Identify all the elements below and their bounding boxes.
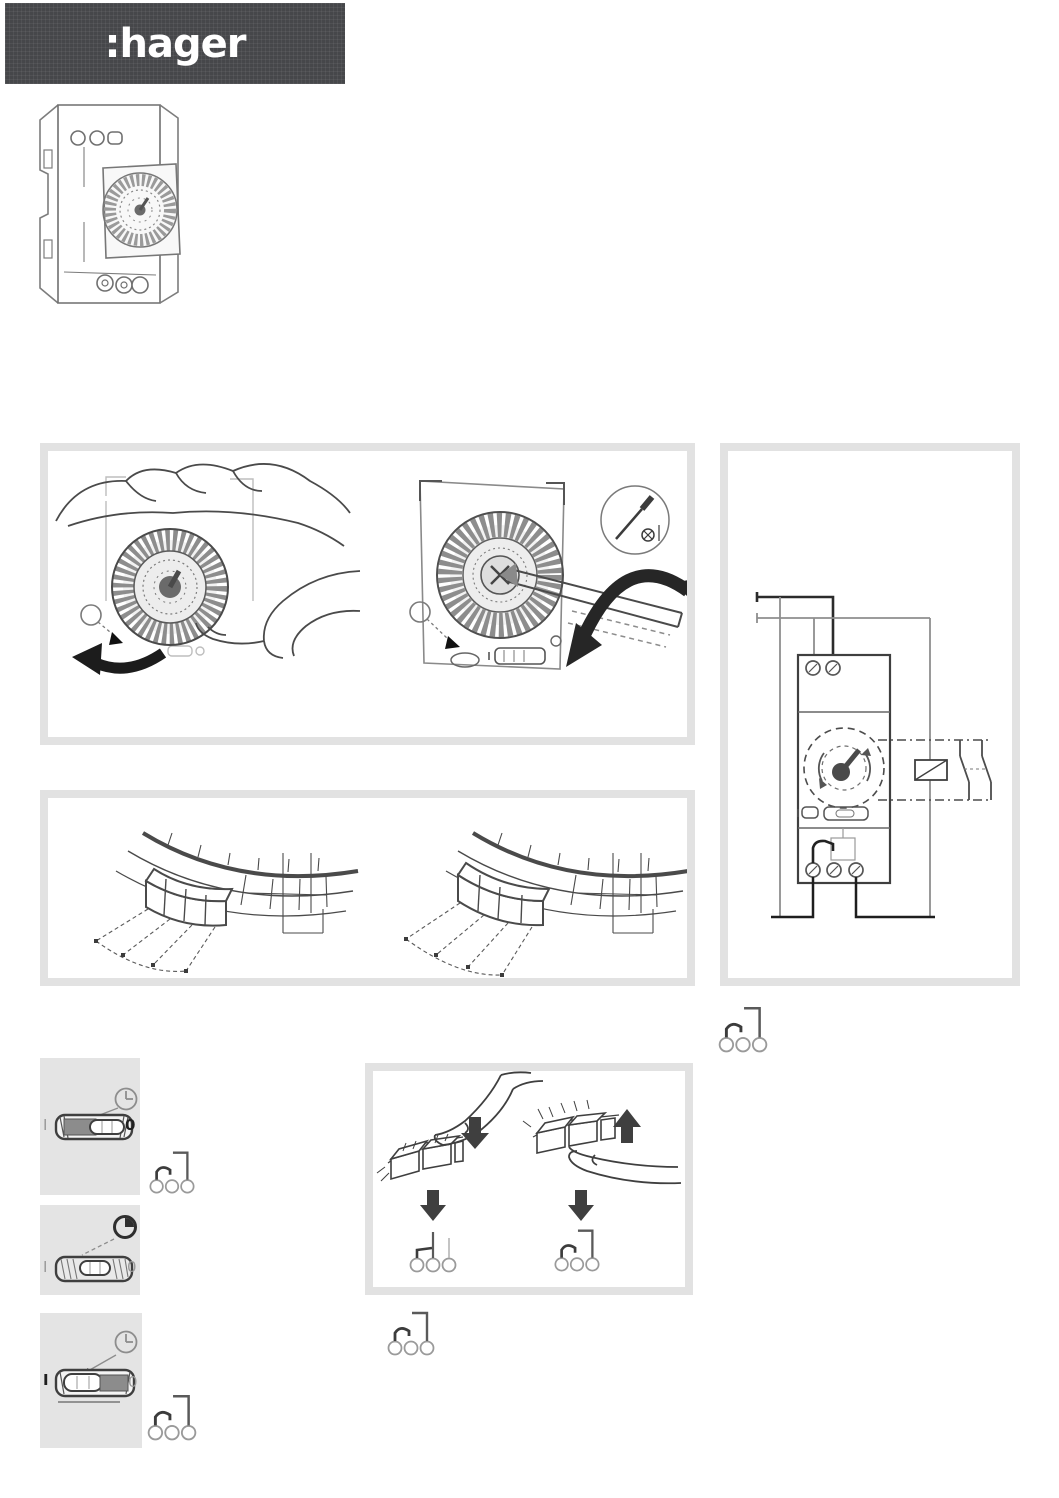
raised-segment-block: [146, 869, 232, 926]
press-segments-down-figure: [377, 1072, 543, 1181]
segment-detail-panel: [40, 790, 695, 986]
changeover-contact-icon: [383, 1305, 439, 1357]
clock-outline-icon: [116, 1332, 137, 1353]
segments-detail-left: [94, 833, 358, 973]
segment-detail-illustrations: [48, 798, 687, 978]
segments-detail-right: [404, 833, 687, 977]
changeover-contact-icon-middle-pole: [406, 1226, 462, 1274]
changeover-contact-icon: [147, 1144, 197, 1196]
lifting-hand: [569, 1147, 681, 1183]
pressing-finger: [435, 1072, 543, 1145]
mode-off-illustration: [40, 1313, 142, 1448]
brand-header-bar: [5, 3, 345, 84]
clear-cover-window: [103, 164, 180, 258]
rotate-dial-by-hand-figure: [56, 464, 360, 675]
changeover-contact-icon: [552, 1222, 602, 1274]
down-arrow-icon: [420, 1190, 446, 1221]
down-arrow-icon: [568, 1190, 594, 1221]
position-label-I: I: [43, 1116, 48, 1134]
switch-mode-card-on: [40, 1058, 140, 1195]
switch-mode-card-auto: [40, 1205, 140, 1295]
mode-slider: [56, 1257, 132, 1281]
switch-mode-card-off: [40, 1313, 142, 1448]
product-drawing-din-rail-time-switch: [36, 92, 256, 317]
raised-segment-block: [458, 863, 549, 925]
changeover-contact-icon: [716, 1000, 770, 1054]
connection-diagram: [728, 451, 1012, 978]
dial-setting-illustrations: [48, 451, 687, 737]
front-terminals-top: [71, 131, 122, 145]
relay-symbol: [878, 740, 991, 800]
position-label-0: 0: [125, 1116, 136, 1134]
position-label-I: I: [43, 1371, 49, 1389]
hager-logo: :hager: [104, 20, 246, 67]
hand-top: [56, 464, 350, 546]
clock-outline-icon: [116, 1089, 137, 1110]
front-terminals-bottom: [97, 275, 148, 293]
position-label-0: 0: [128, 1373, 138, 1391]
lift-segments-up-figure: [523, 1100, 681, 1183]
mode-slider: [56, 1115, 132, 1139]
wiring-diagram-panel: [720, 443, 1020, 986]
changeover-contact-icon: [145, 1388, 199, 1442]
clock-bold-icon: [115, 1217, 136, 1238]
position-label-I: I: [43, 1258, 48, 1276]
screwdriver-inset-icon: [601, 486, 669, 554]
rotate-dial-with-screwdriver-figure: [410, 481, 687, 669]
mode-auto-illustration: [40, 1205, 140, 1295]
dial-setting-panel: [40, 443, 695, 745]
time-switch-symbol: [798, 655, 890, 883]
rotate-arrow-icon: [72, 643, 163, 675]
position-label-0: 0: [127, 1258, 137, 1276]
mode-slider: [56, 1370, 134, 1402]
